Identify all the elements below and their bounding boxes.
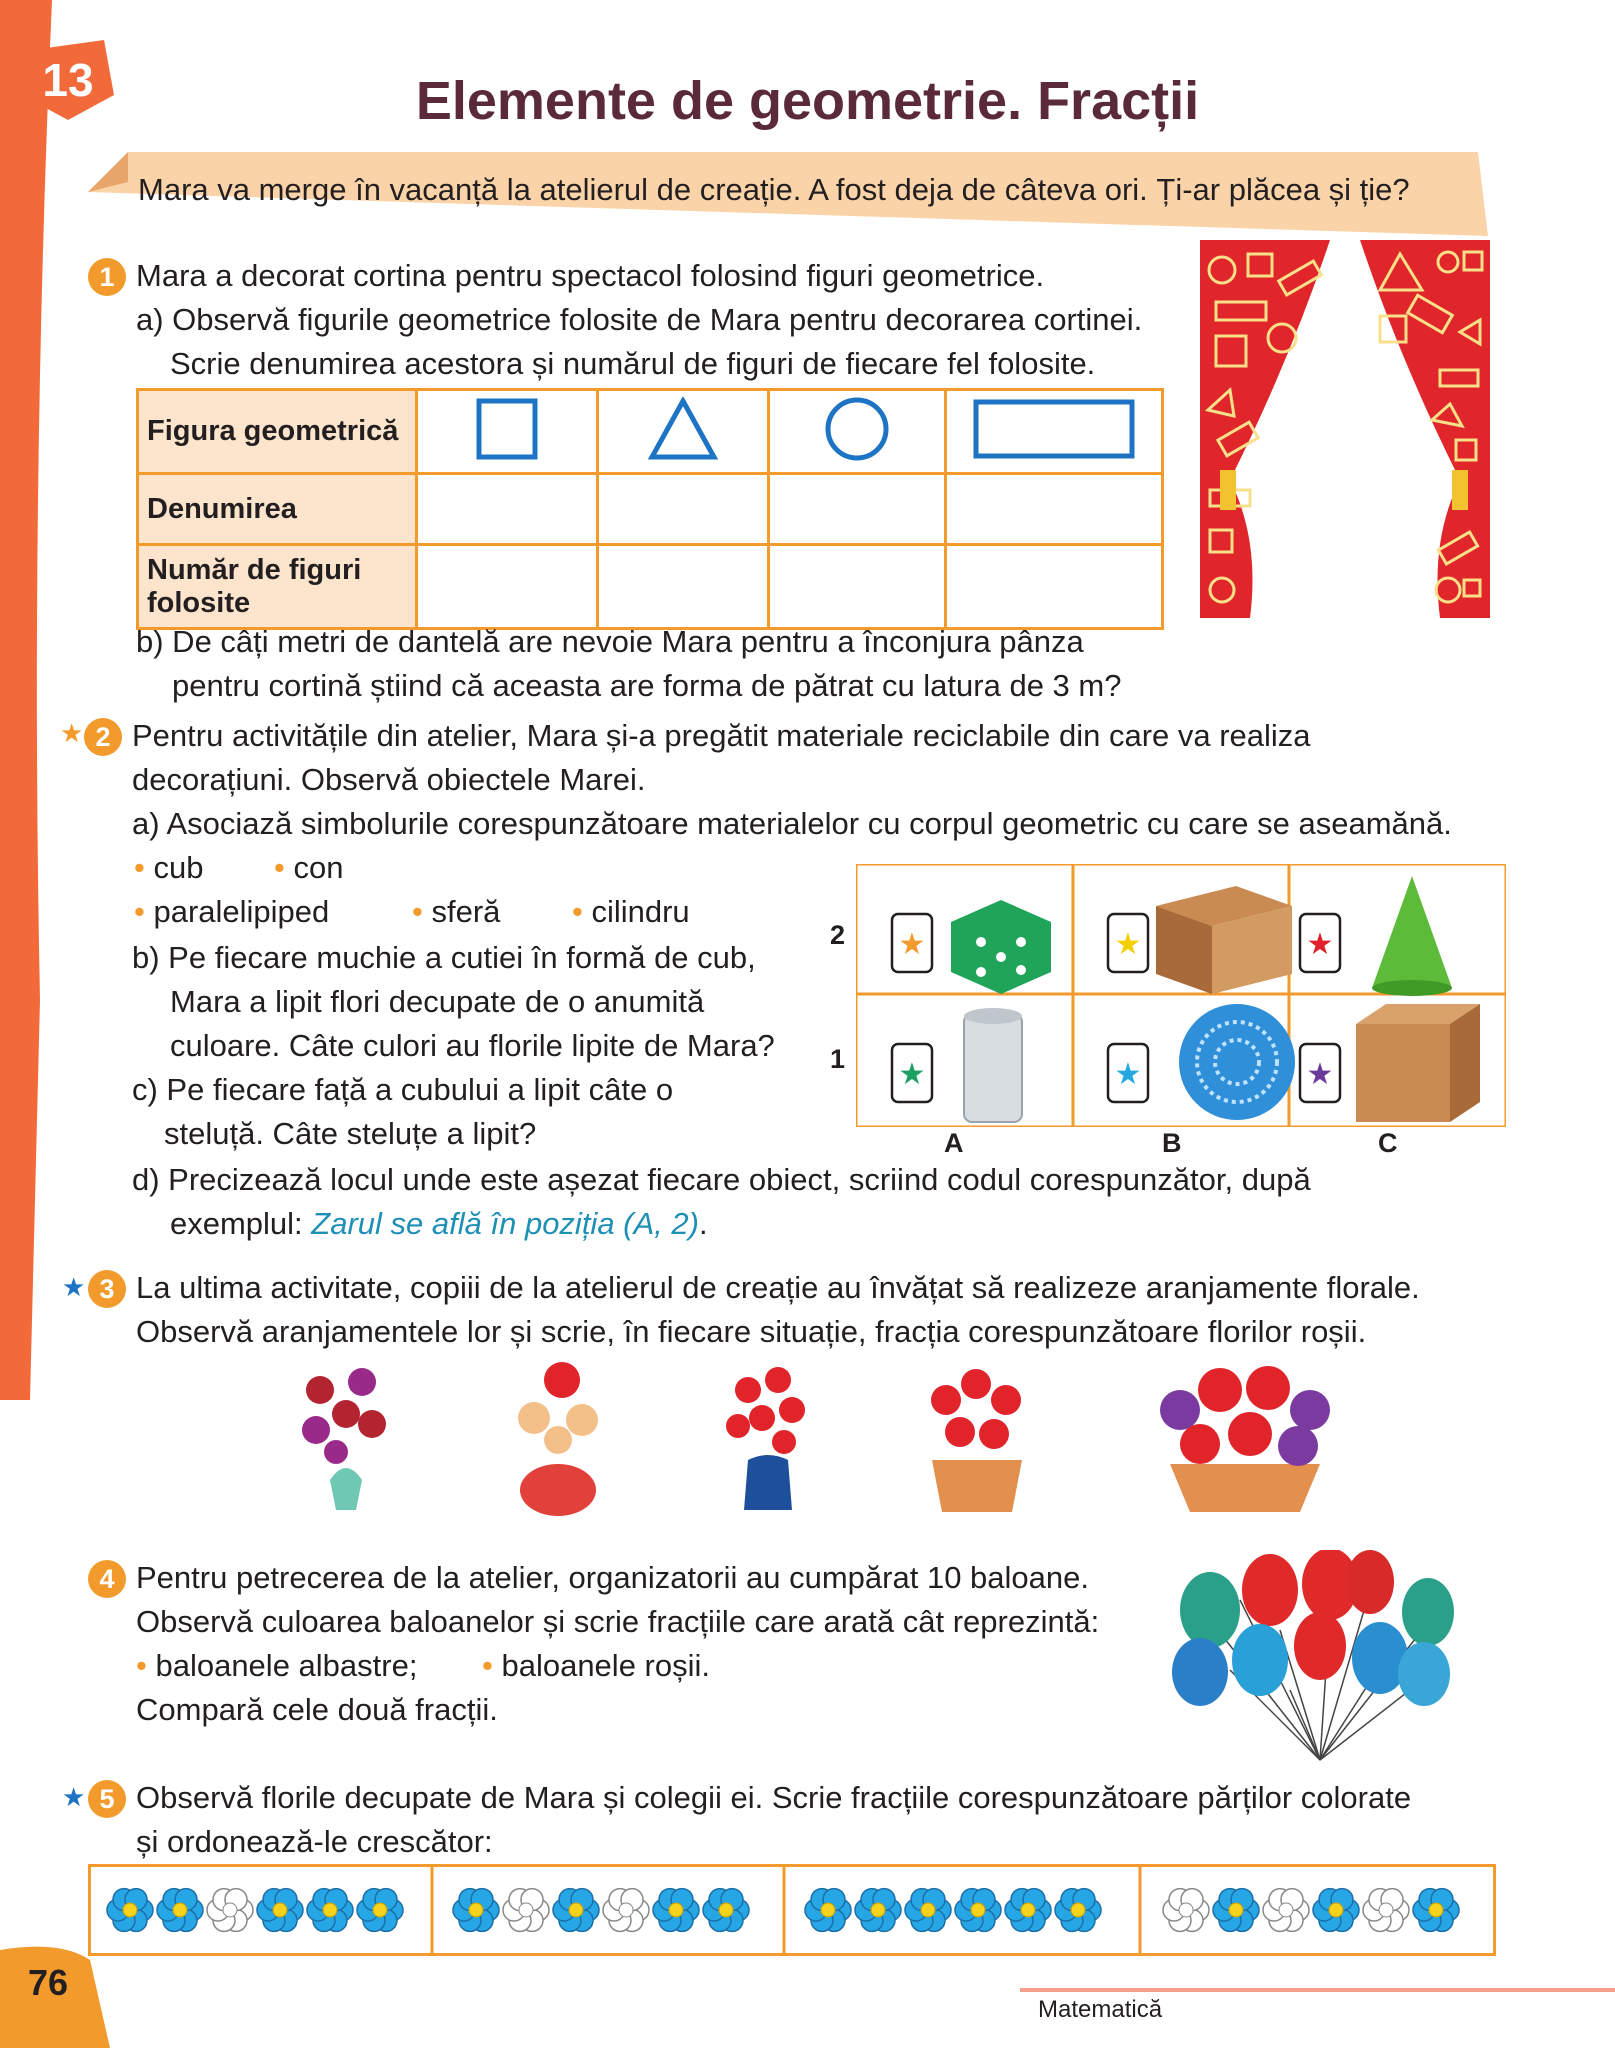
ex2-b-line3: culoare. Câte culori au florile lipite de Mara? <box>170 1028 775 1063</box>
grid-col-label: A <box>944 1128 964 1158</box>
star-icon: ★ <box>62 1782 86 1812</box>
rectangle-icon <box>972 398 1136 460</box>
option-red-balloons: • baloanele roșii. <box>482 1648 710 1683</box>
option-cub: • cub <box>134 850 204 885</box>
flower-colored <box>1413 1889 1459 1932</box>
square-icon <box>475 397 539 461</box>
flower-colored <box>855 1889 901 1932</box>
flower-colored <box>905 1889 951 1932</box>
row-label-count: Număr de figuri folosite <box>138 545 417 629</box>
svg-text:★: ★ <box>1306 927 1334 962</box>
answer-cell[interactable] <box>417 545 598 629</box>
page-title: Elemente de geometrie. Fracții <box>415 71 1200 131</box>
flower-colored <box>453 1889 499 1932</box>
answer-cell[interactable] <box>769 474 946 545</box>
grid-row-label: 1 <box>830 1044 846 1074</box>
ex3-statement-1: La ultima activitate, copiii de la atelierul de creație au învățat să realizeze aranjamente florale. <box>136 1270 1420 1305</box>
grid-row-label: 2 <box>830 920 846 950</box>
flower-white <box>1363 1889 1409 1932</box>
page-number: 76 <box>28 1962 69 2003</box>
flower-colored <box>157 1889 203 1932</box>
ex5-statement-1: Observă florile decupate de Mara și colegii ei. Scrie fracțiile corespunzătoare părților colorate <box>136 1780 1412 1815</box>
ex1-a-line2: Scrie denumirea acestora și numărul de figuri de fiecare fel folosite. <box>170 346 1096 381</box>
ex4-compare: Compară cele două fracții. <box>136 1692 498 1727</box>
answer-cell[interactable] <box>598 474 769 545</box>
ex2-d-line1: d) Precizează locul unde este așezat fiecare obiect, scriind codul corespunzător, după <box>132 1162 1311 1197</box>
lesson-number: 13 <box>42 54 94 106</box>
figures-table <box>136 388 1164 630</box>
exercise-2-number: 2 <box>84 718 122 756</box>
ex2-b-line1: b) Pe fiecare muchie a cutiei în formă de cub, <box>132 940 756 975</box>
option-blue-balloons: • baloanele albastre; <box>136 1648 418 1683</box>
answer-cell[interactable] <box>946 474 1163 545</box>
row-label-name: Denumirea <box>138 474 417 545</box>
figure-rectangle <box>946 390 1163 474</box>
exercise-1-number: 1 <box>88 258 126 296</box>
star-icon: ★ <box>60 718 84 748</box>
ex2-c-line2: steluță. Câte steluțe a lipit? <box>164 1116 537 1151</box>
flower-arrangements <box>290 1360 1360 1520</box>
grid-col-label: C <box>1378 1128 1398 1158</box>
ex2-d-line2: exemplul: Zarul se află în poziția (A, 2). <box>170 1206 708 1241</box>
figure-square <box>417 390 598 474</box>
svg-text:★: ★ <box>898 927 926 962</box>
flower-colored <box>107 1889 153 1932</box>
svg-text:★: ★ <box>1114 1057 1142 1092</box>
ex4-statement-2: Observă culoarea baloanelor și scrie fracțiile care arată cât reprezintă: <box>136 1604 1100 1639</box>
option-con: • con <box>274 850 344 885</box>
option-paralelipiped: • paralelipiped <box>134 894 330 929</box>
ex2-a: a) Asociază simbolurile corespunzătoare materialelor cu corpul geometric cu care se aseamănă. <box>132 806 1452 841</box>
answer-cell[interactable] <box>417 474 598 545</box>
flower-colored <box>653 1889 699 1932</box>
answer-cell[interactable] <box>769 545 946 629</box>
flower-colored <box>307 1889 353 1932</box>
flower-fractions-strip <box>88 1864 1496 1956</box>
flower-colored <box>1213 1889 1259 1932</box>
ex1-a-line1: a) Observă figurile geometrice folosite de Mara pentru decorarea cortinei. <box>136 302 1143 337</box>
flower-colored <box>1055 1889 1101 1932</box>
ex4-statement-1: Pentru petrecerea de la atelier, organizatorii au cumpărat 10 baloane. <box>136 1560 1089 1595</box>
figure-triangle <box>598 390 769 474</box>
flower-colored <box>703 1889 749 1932</box>
ex1-b-line1: b) De câți metri de dantelă are nevoie Mara pentru a înconjura pânza <box>136 624 1084 659</box>
ex2-statement-2: decorațiuni. Observă obiectele Marei. <box>132 762 646 797</box>
option-sfera: • sferă <box>412 894 501 929</box>
grid-col-label: B <box>1162 1128 1182 1158</box>
exercise-3-number: 3 <box>88 1270 126 1308</box>
flower-white <box>1163 1889 1209 1932</box>
flower-colored <box>805 1889 851 1932</box>
flower-white <box>207 1889 253 1932</box>
star-icon: ★ <box>62 1272 86 1302</box>
flower-white <box>503 1889 549 1932</box>
exercise-4-number: 4 <box>88 1560 126 1598</box>
curtain-illustration <box>1200 240 1490 618</box>
flower-colored <box>1005 1889 1051 1932</box>
answer-cell[interactable] <box>946 545 1163 629</box>
ex2-c-line1: c) Pe fiecare față a cubului a lipit câte o <box>132 1072 674 1107</box>
objects-grid <box>856 864 1506 1127</box>
flower-white <box>1263 1889 1309 1932</box>
intro-text: Mara va merge în vacanță la atelierul de creație. A fost deja de câteva ori. Ți-ar plăcea și ție? <box>138 172 1410 207</box>
ex2-b-line2: Mara a lipit flori decupate de o anumită <box>170 984 705 1019</box>
footer-rule <box>1020 1988 1615 1992</box>
flower-white <box>603 1889 649 1932</box>
page-edge-decoration <box>0 0 60 1400</box>
ex3-statement-2: Observă aranjamentele lor și scrie, în fiecare situație, fracția corespunzătoare florilor roșii. <box>136 1314 1367 1349</box>
flower-colored <box>357 1889 403 1932</box>
exercise-5-number: 5 <box>88 1780 126 1818</box>
ex1-b-line2: pentru cortină știind că aceasta are forma de pătrat cu latura de 3 m? <box>172 668 1122 703</box>
circle-icon <box>824 396 890 462</box>
svg-text:★: ★ <box>1114 927 1142 962</box>
answer-cell[interactable] <box>598 545 769 629</box>
triangle-icon <box>648 397 718 461</box>
ex2-statement-1: Pentru activitățile din atelier, Mara și-a pregătit materiale reciclabile din care va realiza <box>132 718 1311 753</box>
ex1-statement: Mara a decorat cortina pentru spectacol folosind figuri geometrice. <box>136 258 1045 293</box>
balloons-illustration <box>1170 1550 1470 1765</box>
flower-colored <box>553 1889 599 1932</box>
option-cilindru: • cilindru <box>572 894 690 929</box>
svg-text:★: ★ <box>898 1057 926 1092</box>
flower-colored <box>955 1889 1001 1932</box>
flower-colored <box>257 1889 303 1932</box>
footer-subject: Matematică <box>1038 1996 1163 2023</box>
svg-text:★: ★ <box>1306 1057 1334 1092</box>
flower-colored <box>1313 1889 1359 1932</box>
row-label-figure: Figura geometrică <box>138 390 417 474</box>
ex5-statement-2: și ordonează-le crescător: <box>136 1824 493 1859</box>
figure-circle <box>769 390 946 474</box>
